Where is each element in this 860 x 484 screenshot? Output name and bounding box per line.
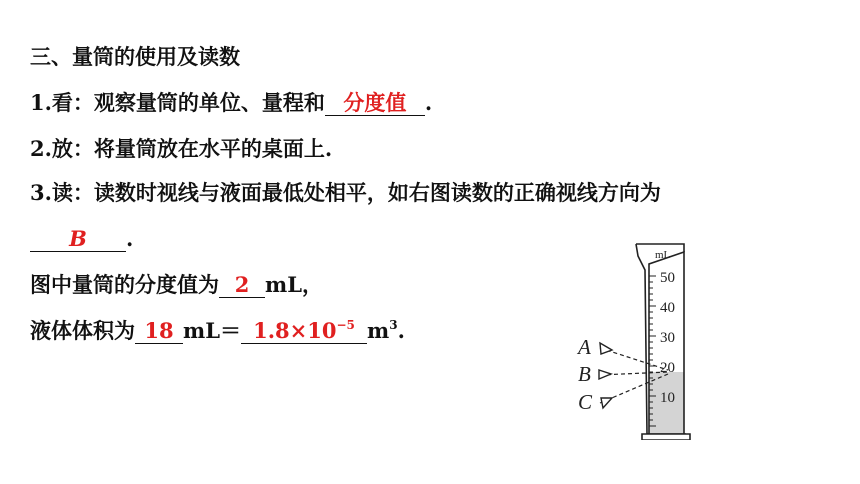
eye-arrow-a [600,343,612,354]
section-heading: 三、量筒的使用及读数 [30,44,240,69]
sight-label-a: A [578,335,591,359]
volume-suffix: . [397,318,405,343]
item-place: 2.放：将量筒放在水平的桌面上. [30,136,333,161]
scale-label-10: 10 [660,390,675,406]
item-look-text: 1.看：观察量筒的单位、量程和 [30,90,325,115]
division-text: 图中量筒的分度值为 [30,272,219,297]
item-look-suffix: . [424,90,433,115]
scale-label-40: 40 [660,300,675,316]
unit-label: mL [655,249,671,261]
answer-volume-m3-exp: −5 [336,318,355,332]
sight-label-b: B [578,362,591,386]
answer-direction: B [69,226,87,251]
answer-volume-m3-base: 1.8×10 [253,318,337,343]
eye-arrow-c [601,398,612,408]
item-look [30,88,432,118]
answer-volume-ml: 18 [144,318,174,343]
volume-unit-exp: 3 [389,318,398,332]
volume-unit: m [367,318,390,343]
scale-label-20: 20 [660,360,675,376]
answer-blank-division-value [219,273,265,298]
volume-text: 液体体积为 [30,318,135,343]
item-read-answer-line [30,224,133,254]
answer-division-value: 分度值 [343,90,407,115]
answer-volume-m3 [253,318,355,343]
sight-label-c: C [578,390,593,414]
volume-mid: mL＝ [183,318,241,343]
item-read-suffix: . [126,226,134,251]
answer-division-number: 2 [234,272,250,297]
division-line [30,270,323,300]
answer-blank-division [325,91,425,116]
eye-arrow-b [599,370,611,379]
scale-label-30: 30 [660,330,675,346]
cylinder-base [642,434,690,440]
item-read: 3.读：读数时视线与液面最低处相平，如右图读数的正确视线方向为 [30,180,661,205]
division-unit: mL， [265,272,323,297]
scale-label-50: 50 [660,270,675,286]
volume-line [30,316,405,346]
graduated-cylinder-figure [572,240,702,440]
answer-blank-volume-ml [135,319,183,344]
answer-blank-direction [30,227,126,252]
answer-blank-volume-m3 [241,319,367,344]
